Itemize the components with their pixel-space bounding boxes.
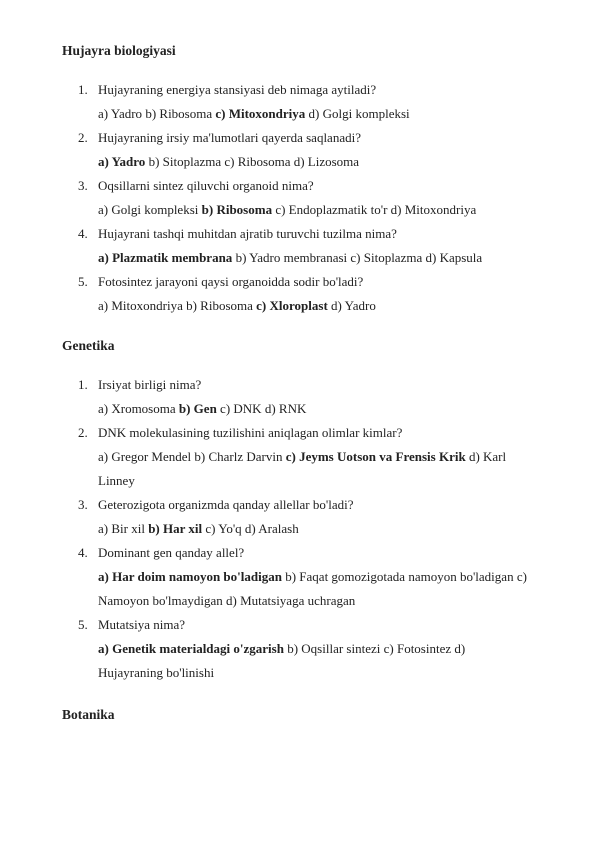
answer-option: a) Xromosoma	[98, 401, 176, 416]
answer-option-correct: b) Ribosoma	[201, 202, 273, 217]
question-item	[78, 613, 528, 685]
answer-option-correct: b) Gen	[178, 401, 217, 416]
question-number: 2.	[78, 130, 88, 145]
answer-option-correct: a) Genetik materialdagi o'zgarish	[98, 641, 284, 656]
question-text: Hujayraning energiya stansiyasi deb nimaga aytiladi?	[98, 82, 377, 97]
question-text: Mutatsiya nima?	[98, 617, 186, 632]
answer-option: b) Yadro membranasi	[235, 250, 348, 265]
question-text: Hujayrani tashqi muhitdan ajratib turuvchi tuzilma nima?	[98, 226, 397, 241]
answer-option: b) Charlz Darvin	[194, 449, 283, 464]
question-number: 1.	[78, 377, 88, 392]
answer-option-correct: a) Yadro	[98, 154, 146, 169]
answer-options	[98, 294, 528, 318]
question-number: 3.	[78, 497, 88, 512]
answer-option: d) Aralash	[244, 521, 299, 536]
answer-options	[98, 198, 528, 222]
answer-option: a) Golgi kompleksi	[98, 202, 199, 217]
answer-options	[98, 397, 528, 421]
question-text: Hujayraning irsiy ma'lumotlari qayerda saqlanadi?	[98, 130, 361, 145]
answer-option: c) Endoplazmatik to'r	[275, 202, 388, 217]
answer-option-correct: a) Har doim namoyon bo'ladigan	[98, 569, 282, 584]
question-item	[78, 126, 528, 174]
question-number: 4.	[78, 226, 88, 241]
section-title: Genetika	[62, 338, 115, 353]
answer-option: b) Ribosoma	[186, 298, 253, 313]
question-number: 4.	[78, 545, 88, 560]
section-title: Botanika	[62, 707, 115, 722]
question-item	[78, 493, 528, 541]
question-text: DNK molekulasining tuzilishini aniqlagan olimlar kimlar?	[98, 425, 403, 440]
answer-option: a) Bir xil	[98, 521, 145, 536]
question-item	[78, 174, 528, 222]
answer-options	[98, 102, 528, 126]
question-text: Oqsillarni sintez qiluvchi organoid nima?	[98, 178, 314, 193]
answer-option: a) Yadro	[98, 106, 143, 121]
answer-option: b) Ribosoma	[145, 106, 213, 121]
answer-option: c) Fotosintez	[383, 641, 452, 656]
answer-option: a) Mitoxondriya	[98, 298, 183, 313]
answer-option-correct: c) Xloroplast	[256, 298, 328, 313]
answer-option: d) Karl Linney	[98, 449, 507, 488]
answer-option: c) Sitoplazma	[350, 250, 423, 265]
answer-options	[98, 637, 528, 685]
answer-options	[98, 517, 528, 541]
answer-option-correct: a) Plazmatik membrana	[98, 250, 233, 265]
answer-options	[98, 565, 528, 613]
answer-option-correct: c) Jeyms Uotson va Frensis Krik	[285, 449, 466, 464]
answer-options	[98, 445, 528, 493]
answer-option: c) Ribosoma	[224, 154, 291, 169]
answer-option-correct: c) Mitoxondriya	[215, 106, 306, 121]
question-item	[78, 541, 528, 613]
section-title: Hujayra biologiyasi	[62, 43, 176, 58]
answer-option: b) Sitoplazma	[148, 154, 222, 169]
answer-option: d) Mitoxondriya	[390, 202, 477, 217]
answer-option: d) Mutatsiyaga uchragan	[226, 593, 356, 608]
answer-option: d) RNK	[264, 401, 307, 416]
question-number: 5.	[78, 274, 88, 289]
question-number: 2.	[78, 425, 88, 440]
answer-option: d) Kapsula	[425, 250, 483, 265]
question-text: Dominant gen qanday allel?	[98, 545, 245, 560]
question-text: Geterozigota organizmda qanday allellar bo'ladi?	[98, 497, 354, 512]
question-number: 3.	[78, 178, 88, 193]
question-text: Fotosintez jarayoni qaysi organoidda sodir bo'ladi?	[98, 274, 364, 289]
answer-option-correct: b) Har xil	[148, 521, 203, 536]
answer-option: d) Golgi kompleksi	[308, 106, 410, 121]
answer-option: a) Gregor Mendel	[98, 449, 192, 464]
question-item	[78, 421, 528, 493]
question-item	[78, 78, 528, 126]
answer-options	[98, 150, 528, 174]
question-number: 1.	[78, 82, 88, 97]
question-item	[78, 373, 528, 421]
question-item	[78, 222, 528, 270]
answer-option: d) Yadro	[331, 298, 376, 313]
question-item	[78, 270, 528, 318]
answer-option: c) Namoyon bo'lmaydigan	[98, 569, 527, 608]
question-text: Irsiyat birligi nima?	[98, 377, 202, 392]
answer-option: b) Faqat gomozigotada namoyon bo'ladigan	[285, 569, 514, 584]
answer-option: c) DNK	[220, 401, 262, 416]
answer-option: b) Oqsillar sintezi	[287, 641, 381, 656]
answer-option: d) Lizosoma	[293, 154, 360, 169]
answer-option: d) Hujayraning bo'linishi	[98, 641, 466, 680]
answer-options	[98, 246, 528, 270]
question-number: 5.	[78, 617, 88, 632]
answer-option: c) Yo'q	[205, 521, 242, 536]
